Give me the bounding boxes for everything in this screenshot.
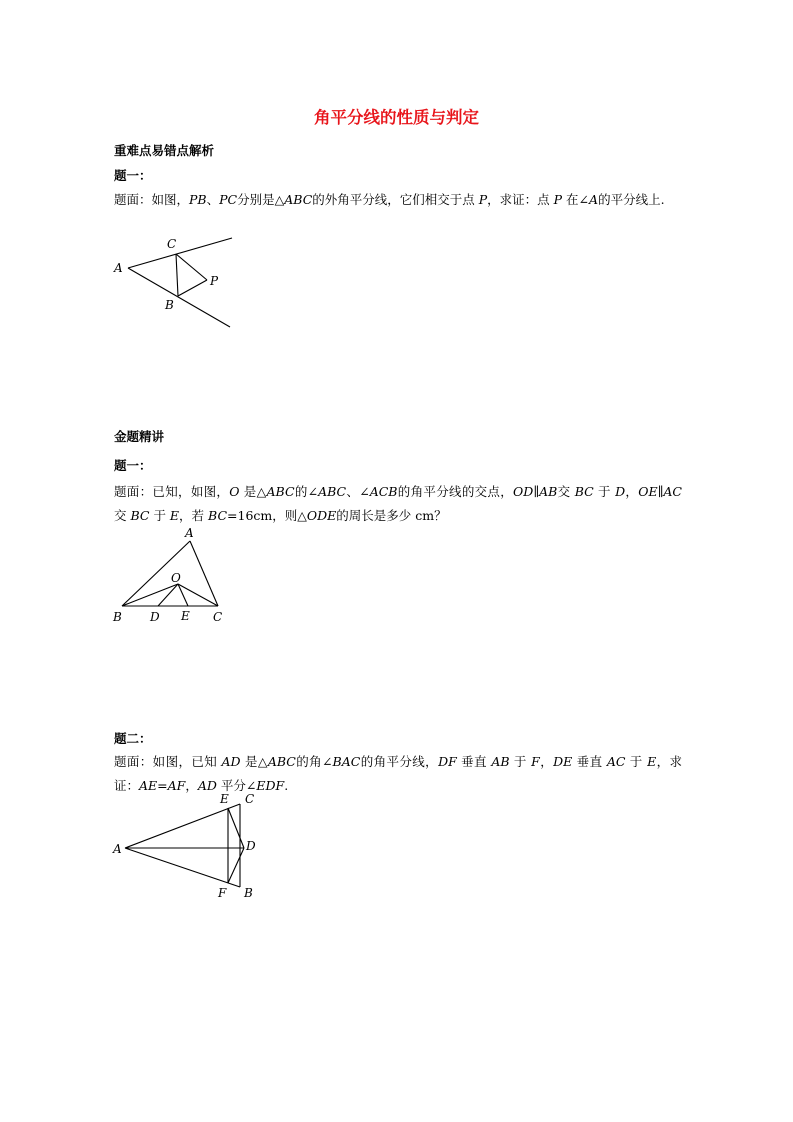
label-c: C: [245, 792, 255, 806]
problem-text-1: 题面：如图，PB、PC分别是△ABC的外角平分线，它们相交于点 P，求证：点 P 在∠A的平分线上.: [114, 192, 665, 207]
label-e: E: [220, 792, 229, 806]
label-p: P: [210, 274, 219, 288]
label-d: D: [246, 839, 256, 853]
label-b: B: [244, 886, 253, 900]
label-c: C: [213, 610, 223, 624]
section-heading-golden-problems: 金题精讲: [114, 429, 165, 444]
segment-a-c: [125, 804, 240, 848]
label-o: O: [171, 571, 181, 585]
label-a: A: [114, 261, 123, 275]
label-b: B: [113, 610, 122, 624]
label-a: A: [185, 526, 194, 540]
page-title: 角平分线的性质与判定: [314, 108, 479, 127]
segment-f-d: [228, 848, 244, 883]
label-c: C: [167, 237, 177, 251]
segment-a-b: [125, 848, 240, 887]
segment-e-d: [228, 808, 244, 848]
label-b: B: [165, 298, 174, 312]
label-e: E: [181, 609, 190, 623]
label-a: A: [113, 842, 122, 856]
problem-label-2: 题一：: [114, 458, 152, 473]
problem-text-2: 题面：已知，如图，O 是△ABC的∠ABC、∠ACB的角平分线的交点，OD∥AB交 BC 于 D，OE∥AC交 BC 于 E，若 BC=16cm，则△ODE的周长是多少 cm？: [114, 484, 682, 523]
problem-label-3: 题二：: [114, 731, 152, 746]
section-heading-difficult-points: 重难点易错点解析: [114, 143, 215, 158]
label-f: F: [218, 886, 227, 900]
problem-label-1: 题一：: [114, 168, 152, 183]
label-d: D: [150, 610, 160, 624]
problem-text-3: 题面：如图，已知 AD 是△ABC的角∠BAC的角平分线，DF 垂直 AB 于 F，DE 垂直 AC 于 E，求证：AE=AF，AD 平分∠EDF.: [114, 754, 682, 793]
